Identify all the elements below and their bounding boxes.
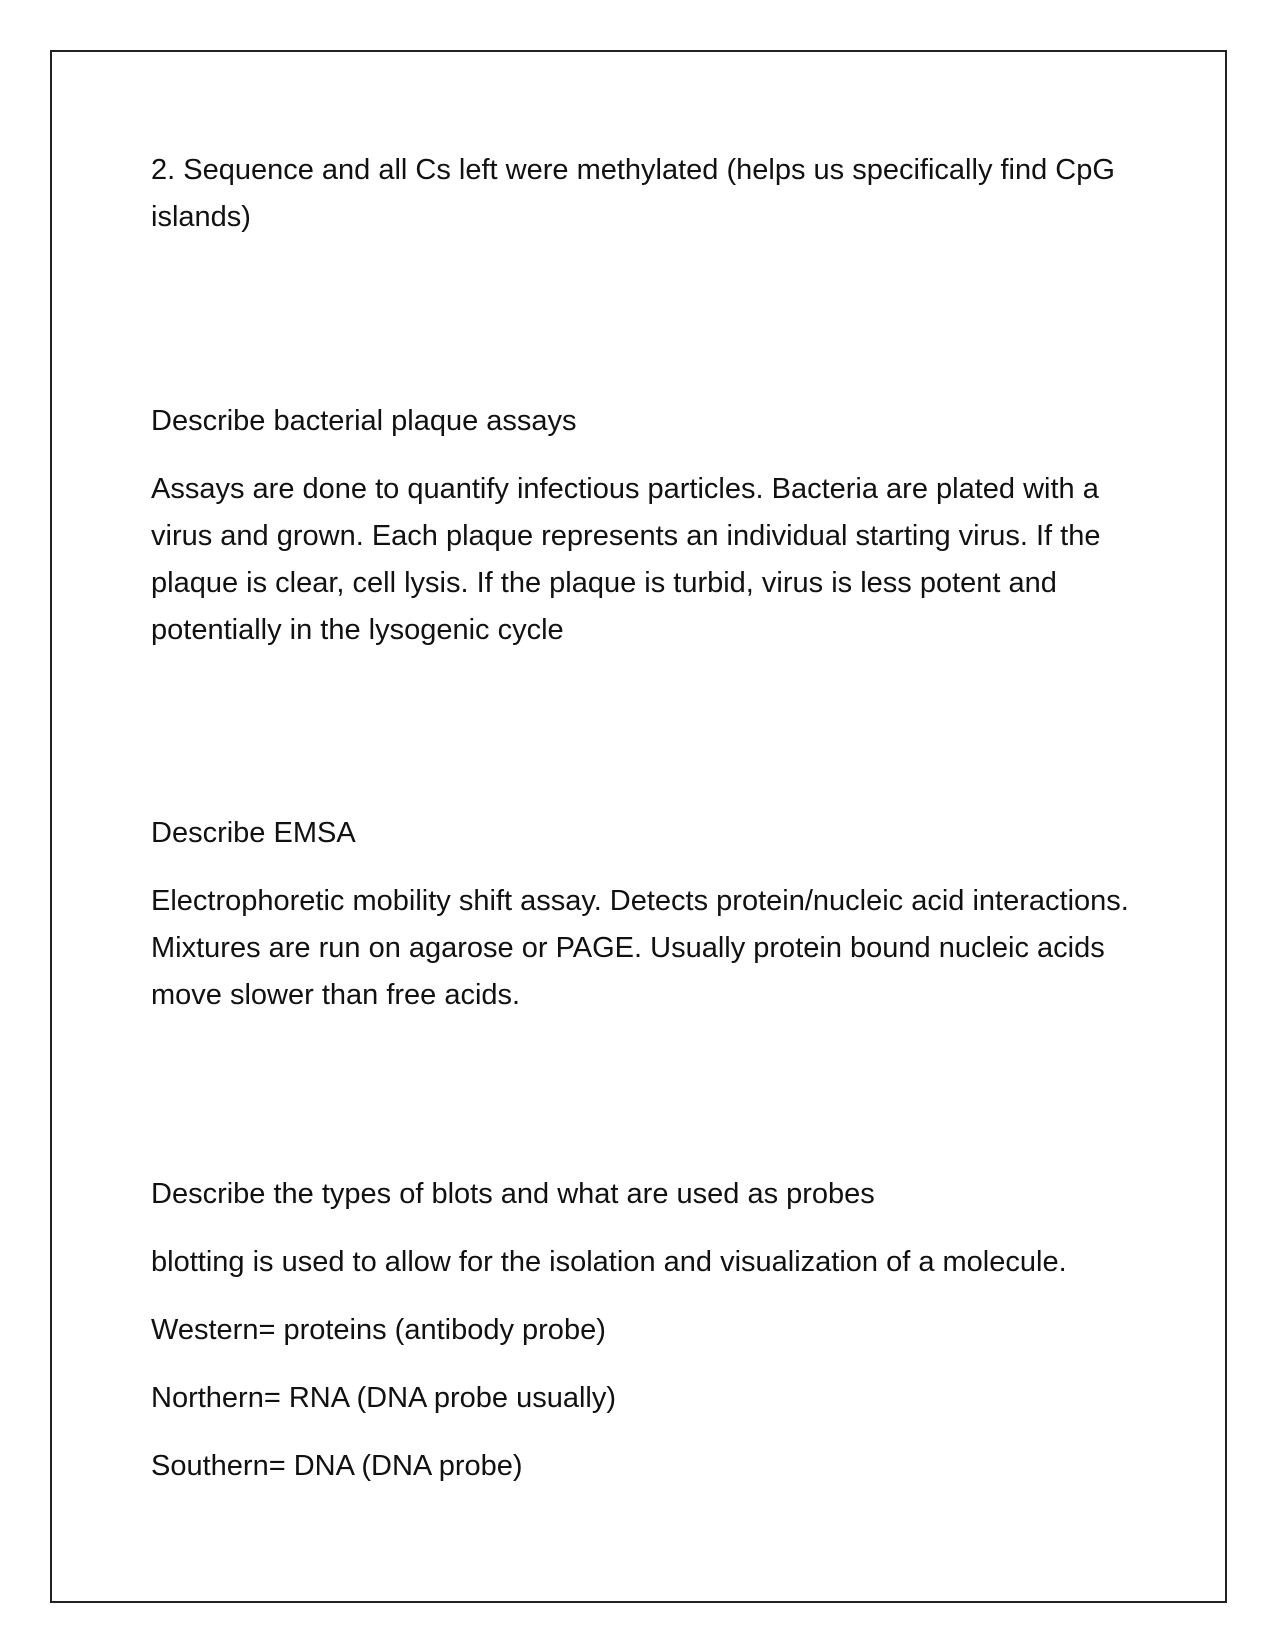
answer-emsa: Electrophoretic mobility shift assay. Detects protein/nucleic acid interactions. Mixtures are run on agarose or PAGE. Usually protein bound nucleic acids move slower than free acids. (151, 885, 1129, 1011)
answer-blots-intro: blotting is used to allow for the isolation and visualization of a molecule. (151, 1246, 1067, 1278)
question-plaque-assays: Describe bacterial plaque assays (151, 405, 577, 437)
methylation-answer: 2. Sequence and all Cs left were methylated (helps us specifically find CpG islands) (151, 154, 1115, 233)
question-blots: Describe the types of blots and what are used as probes (151, 1178, 875, 1210)
answer-plaque-assays: Assays are done to quantify infectious particles. Bacteria are plated with a virus and grown. Each plaque represents an individual starting virus. If the plaque is clear, cell lysis. If the plaque is turbid, virus is less potent and potentially in the lysogenic cycle (151, 473, 1101, 646)
answer-blots-southern: Southern= DNA (DNA probe) (151, 1450, 523, 1482)
question-emsa: Describe EMSA (151, 817, 356, 849)
answer-blots-western: Western= proteins (antibody probe) (151, 1314, 606, 1346)
answer-blots-northern: Northern= RNA (DNA probe usually) (151, 1382, 617, 1414)
